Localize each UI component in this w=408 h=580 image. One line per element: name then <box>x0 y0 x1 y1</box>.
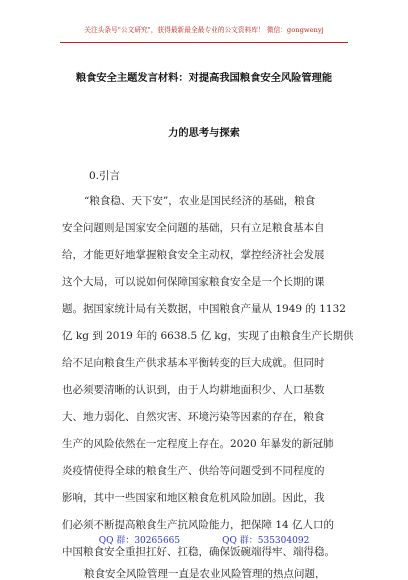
body-line: 也必须要清晰的认识到，由于人均耕地面积少、人口基数 <box>62 384 325 396</box>
body-line: 给不足向粮食生产供求基本平衡转变的巨大成就。但同时 <box>62 357 325 369</box>
body-line: 题。据国家统计局有关数据，中国粮食产量从 1949 的 1132 <box>62 303 346 315</box>
document-title-line-2: 力的思考与探索 <box>168 127 240 139</box>
body-line: 粮食安全风险管理一直是农业风险管理的热点问题， <box>84 568 326 580</box>
body-line: 炎疫情使得全球的粮食生产、供给等问题受到不同程度的 <box>62 465 325 477</box>
body-line: 亿 kg 到 2019 年的 6638.5 亿 kg，实现了由粮食生产长期供 <box>62 330 354 342</box>
footer-qq-group-2: QQ 群：535304092 <box>222 536 310 546</box>
document-title-line-1: 粮食安全主题发言材料：对提高我国粮食安全风险管理能 <box>75 72 333 84</box>
body-line: 给，才能更好地掌握粮食安全主动权，掌控经济社会发展 <box>62 249 325 261</box>
body-line: 这个大局，可以说如何保障国家粮食安全是一个长期的课 <box>62 276 325 288</box>
body-line: 影响，其中一些国家和地区粮食危机风险加剧。因此，我 <box>62 492 325 504</box>
header-banner: 关注头条号"公文研究"，获得最新最全最专业的公文资料库！ 微信：gongwenyj <box>84 26 324 34</box>
body-line: 中国粮食安全重担扛好、扛稳，确保饭碗端得牢、端得稳。 <box>62 546 335 558</box>
header-divider <box>60 42 348 43</box>
footer-qq-group-1: QQ 群：30265665 <box>98 536 181 546</box>
body-line: 安全问题则是国家安全问题的基础，只有立足粮食基本自 <box>62 222 325 234</box>
body-line: 生产的风险依然在一定程度上存在。2020 年暴发的新冠肺 <box>62 438 334 450</box>
section-heading: 0.引言 <box>89 170 121 182</box>
footer-contacts <box>0 533 408 546</box>
body-line: 们必须不断提高粮食生产抗风险能力，把保障 14 亿人口的 <box>62 519 335 531</box>
body-line: 大、地力弱化、自然灾害、环境污染等因素的存在，粮食 <box>62 411 325 423</box>
body-line: “粮食稳、天下安”，农业是国民经济的基础，粮食 <box>84 195 316 207</box>
